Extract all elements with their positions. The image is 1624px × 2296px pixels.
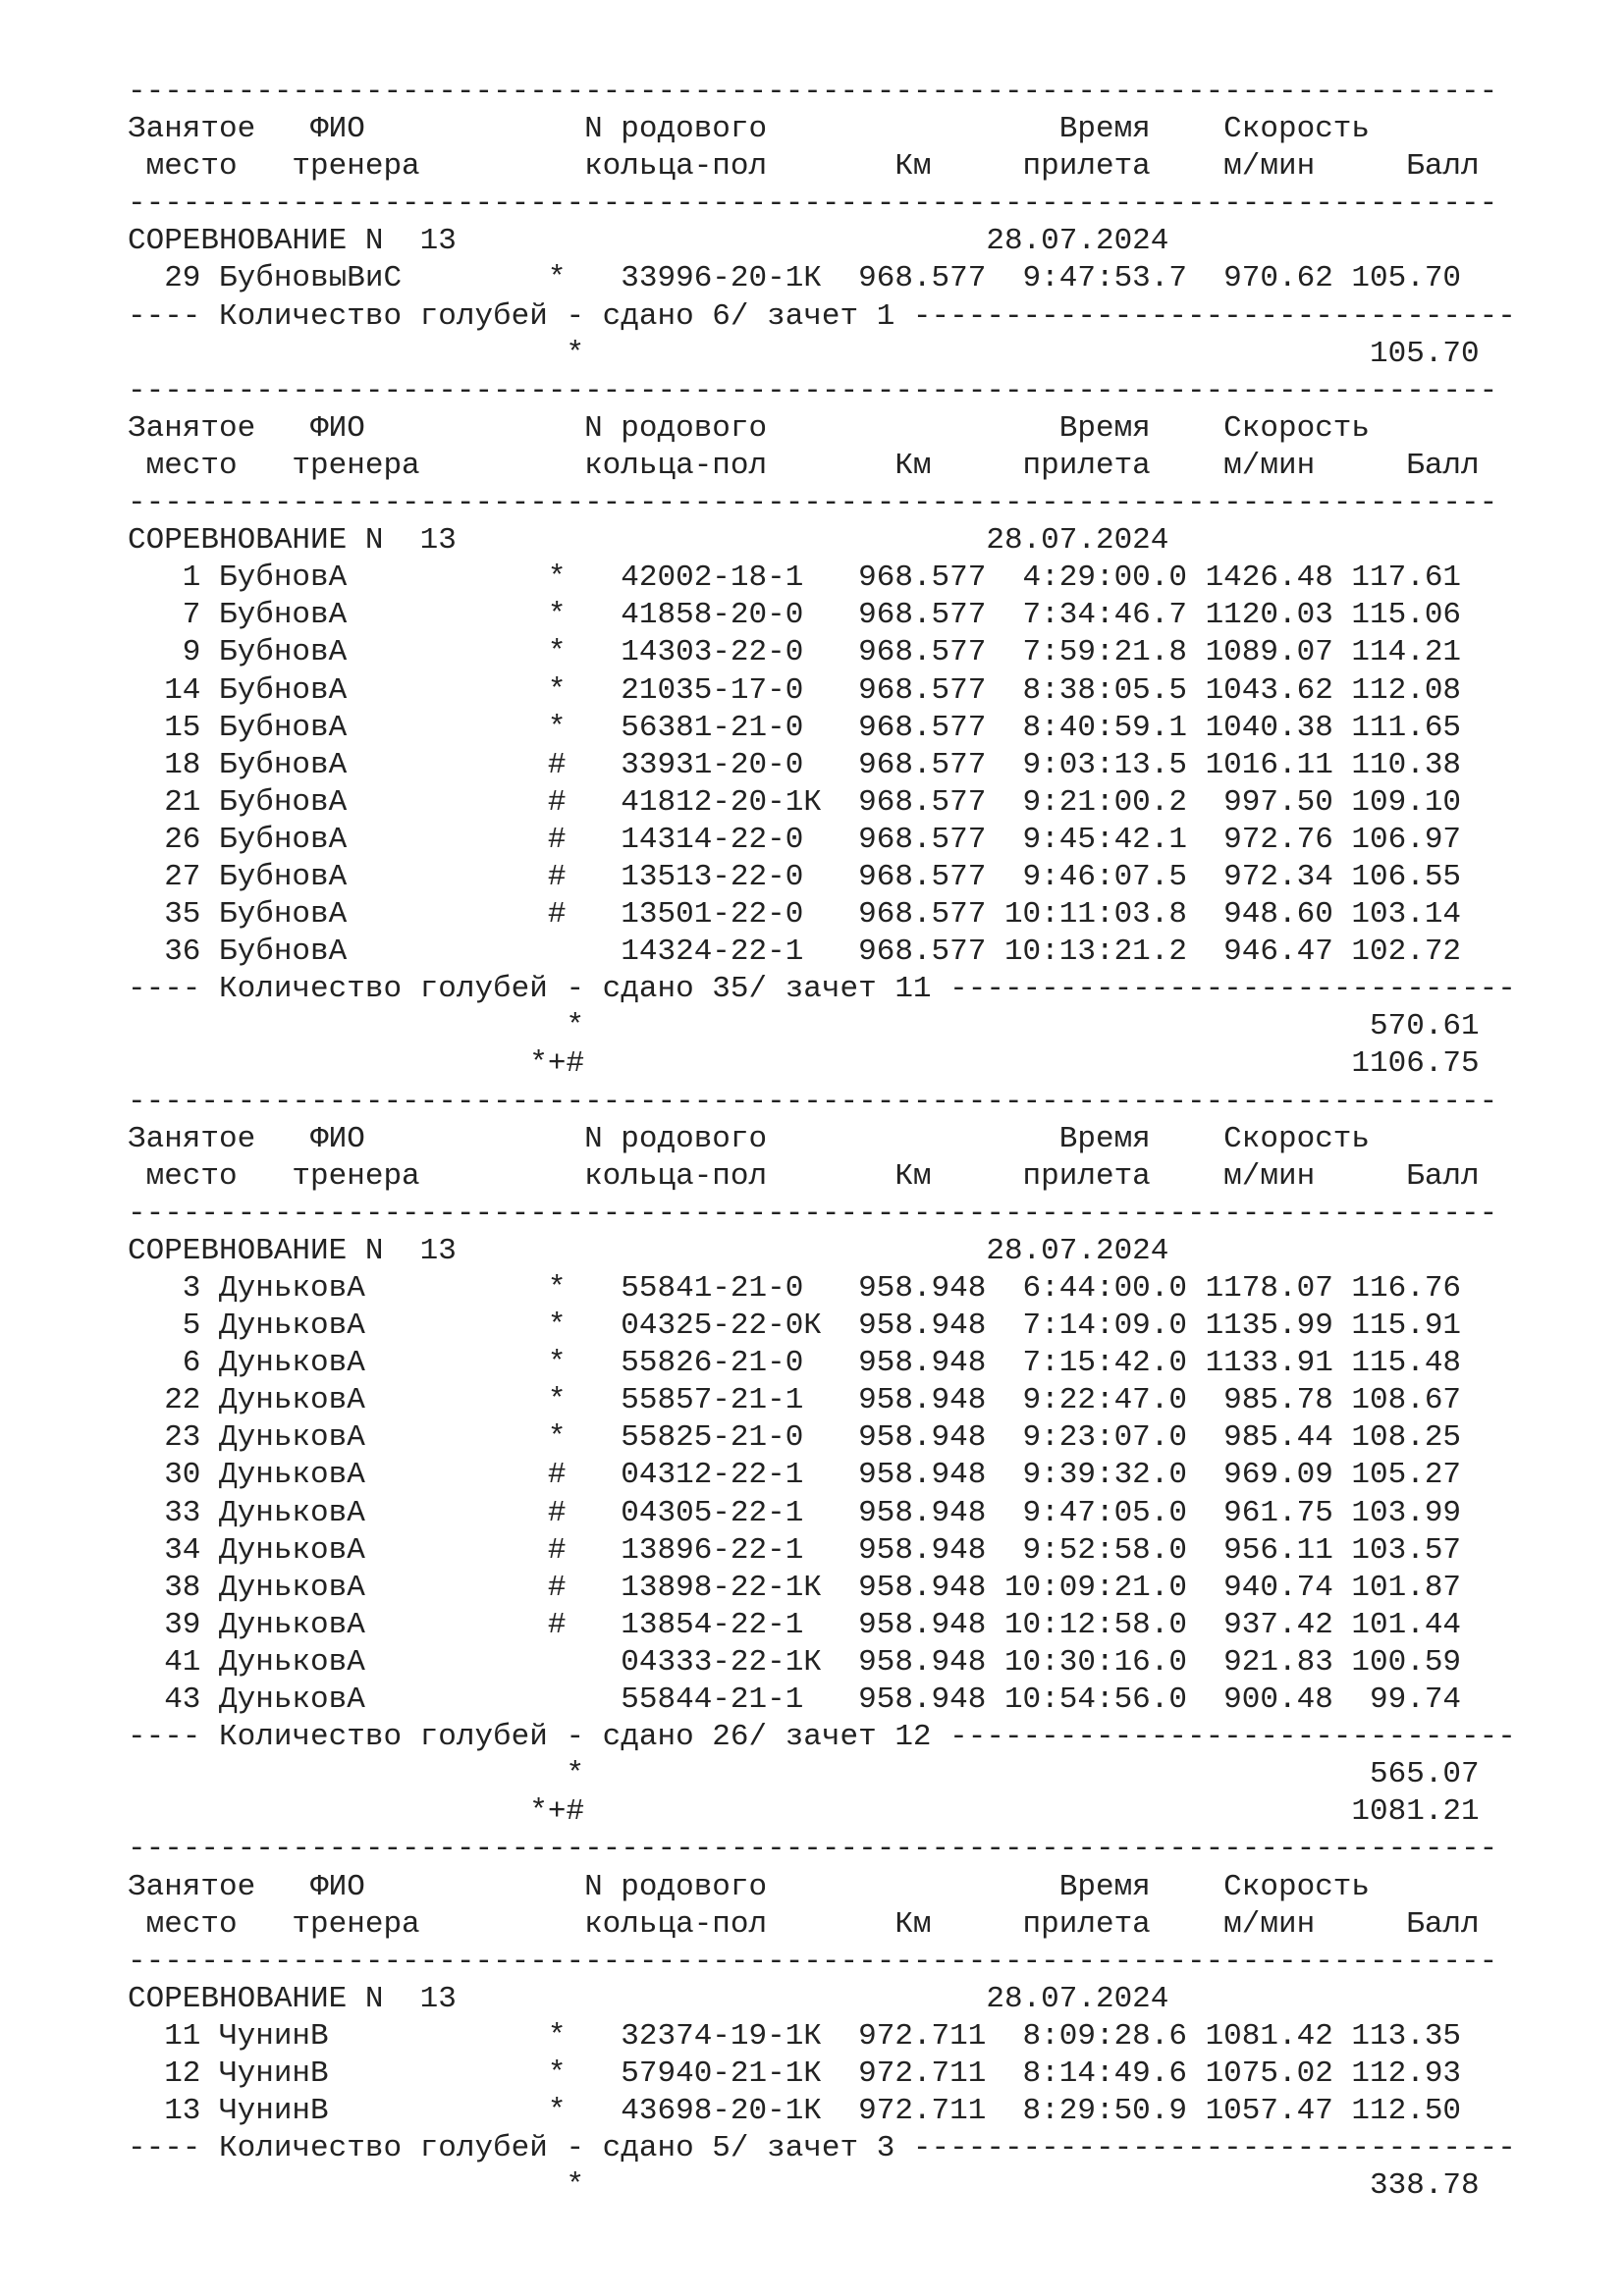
score-total-line: *+# 1106.75 — [128, 1046, 1480, 1082]
result-row: 35 БубновА # 13501-22-0 968.577 10:11:03.8 948.60 103.14 — [128, 897, 1462, 933]
column-header-line: Занятое ФИО N родового Время Скорость — [128, 1121, 1371, 1156]
score-total-line: *+# 1081.21 — [128, 1794, 1480, 1830]
separator-line: --------------------------------------------------------------------------- — [128, 1196, 1498, 1231]
pigeon-count-summary: ---- Количество голубей - сдано 35/ зачет 11 ------------------------------- — [128, 972, 1516, 1007]
result-row: 33 ДуньковА # 04305-22-1 958.948 9:47:05.0 961.75 103.99 — [128, 1495, 1462, 1530]
competition-heading: СОРЕВНОВАНИЕ N 13 28.07.2024 — [128, 1233, 1169, 1268]
result-row: 11 ЧунинВ * 32374-19-1К 972.711 8:09:28.6 1081.42 113.35 — [128, 2018, 1462, 2054]
result-row: 26 БубновА # 14314-22-0 968.577 9:45:42.1 972.76 106.97 — [128, 822, 1462, 857]
result-row: 22 ДуньковА * 55857-21-1 958.948 9:22:47.0 985.78 108.67 — [128, 1383, 1462, 1418]
separator-line: --------------------------------------------------------------------------- — [128, 75, 1498, 109]
separator-line: --------------------------------------------------------------------------- — [128, 486, 1498, 521]
score-total-line: * 570.61 — [128, 1009, 1480, 1044]
result-row: 43 ДуньковА 55844-21-1 958.948 10:54:56.0 900.48 99.74 — [128, 1682, 1462, 1718]
column-header-line: Занятое ФИО N родового Время Скорость — [128, 1869, 1371, 1904]
separator-line: --------------------------------------------------------------------------- — [128, 1832, 1498, 1867]
pigeon-count-summary: ---- Количество голубей - сдано 26/ зачет 12 ------------------------------- — [128, 1720, 1516, 1755]
result-row: 6 ДуньковА * 55826-21-0 958.948 7:15:42.0 1133.91 115.48 — [128, 1346, 1462, 1381]
result-row: 21 БубновА # 41812-20-1К 968.577 9:21:00.2 997.50 109.10 — [128, 784, 1462, 820]
result-row: 18 БубновА # 33931-20-0 968.577 9:03:13.5 1016.11 110.38 — [128, 747, 1462, 782]
result-row: 15 БубновА * 56381-21-0 968.577 8:40:59.1 1040.38 111.65 — [128, 710, 1462, 745]
competition-heading: СОРЕВНОВАНИЕ N 13 28.07.2024 — [128, 224, 1169, 259]
result-row: 34 ДуньковА # 13896-22-1 958.948 9:52:58.0 956.11 103.57 — [128, 1532, 1462, 1568]
result-row: 38 ДуньковА # 13898-22-1К 958.948 10:09:21.0 940.74 101.87 — [128, 1570, 1462, 1605]
separator-line: --------------------------------------------------------------------------- — [128, 373, 1498, 408]
result-row: 5 ДуньковА * 04325-22-0К 958.948 7:14:09.0 1135.99 115.91 — [128, 1308, 1462, 1344]
result-row: 1 БубновА * 42002-18-1 968.577 4:29:00.0 1426.48 117.61 — [128, 561, 1462, 596]
result-row: 30 ДуньковА # 04312-22-1 958.948 9:39:32.0 969.09 105.27 — [128, 1458, 1462, 1493]
separator-line: --------------------------------------------------------------------------- — [128, 1944, 1498, 1979]
result-row: 12 ЧунинВ * 57940-21-1К 972.711 8:14:49.6 1075.02 112.93 — [128, 2056, 1462, 2091]
column-header-line: Занятое ФИО N родового Время Скорость — [128, 112, 1371, 147]
result-row: 39 ДуньковА # 13854-22-1 958.948 10:12:58.0 937.42 101.44 — [128, 1607, 1462, 1642]
result-row: 14 БубновА * 21035-17-0 968.577 8:38:05.5 1043.62 112.08 — [128, 672, 1462, 708]
score-total-line: * 338.78 — [128, 2168, 1480, 2204]
score-total-line: * 105.70 — [128, 336, 1480, 371]
result-row: 41 ДуньковА 04333-22-1К 958.948 10:30:16.0 921.83 100.59 — [128, 1644, 1462, 1680]
pigeon-count-summary: ---- Количество голубей - сдано 6/ зачет 1 --------------------------------- — [128, 298, 1516, 334]
result-row: 9 БубновА * 14303-22-0 968.577 7:59:21.8 1089.07 114.21 — [128, 635, 1462, 670]
column-header-line: место тренера кольца-пол Км прилета м/мин Балл — [128, 1158, 1480, 1194]
pigeon-count-summary: ---- Количество голубей - сдано 5/ зачет 3 --------------------------------- — [128, 2131, 1516, 2166]
column-header-line: место тренера кольца-пол Км прилета м/мин Балл — [128, 448, 1480, 483]
column-header-line: Занятое ФИО N родового Время Скорость — [128, 410, 1371, 446]
result-row: 29 БубновыВиС * 33996-20-1К 968.577 9:47:53.7 970.62 105.70 — [128, 261, 1462, 296]
result-row: 36 БубновА 14324-22-1 968.577 10:13:21.2 946.47 102.72 — [128, 934, 1462, 970]
result-row: 13 ЧунинВ * 43698-20-1К 972.711 8:29:50.9 1057.47 112.50 — [128, 2094, 1462, 2129]
score-total-line: * 565.07 — [128, 1757, 1480, 1792]
column-header-line: место тренера кольца-пол Км прилета м/мин Балл — [128, 149, 1480, 185]
results-printout — [128, 74, 1561, 2205]
result-row: 7 БубновА * 41858-20-0 968.577 7:34:46.7 1120.03 115.06 — [128, 598, 1462, 633]
result-row: 27 БубновА # 13513-22-0 968.577 9:46:07.5 972.34 106.55 — [128, 859, 1462, 894]
result-row: 3 ДуньковА * 55841-21-0 958.948 6:44:00.0 1178.07 116.76 — [128, 1271, 1462, 1306]
competition-heading: СОРЕВНОВАНИЕ N 13 28.07.2024 — [128, 523, 1169, 559]
column-header-line: место тренера кольца-пол Км прилета м/мин Балл — [128, 1906, 1480, 1942]
separator-line: --------------------------------------------------------------------------- — [128, 187, 1498, 222]
competition-heading: СОРЕВНОВАНИЕ N 13 28.07.2024 — [128, 1981, 1169, 2016]
separator-line: --------------------------------------------------------------------------- — [128, 1084, 1498, 1119]
result-row: 23 ДуньковА * 55825-21-0 958.948 9:23:07.0 985.44 108.25 — [128, 1420, 1462, 1456]
